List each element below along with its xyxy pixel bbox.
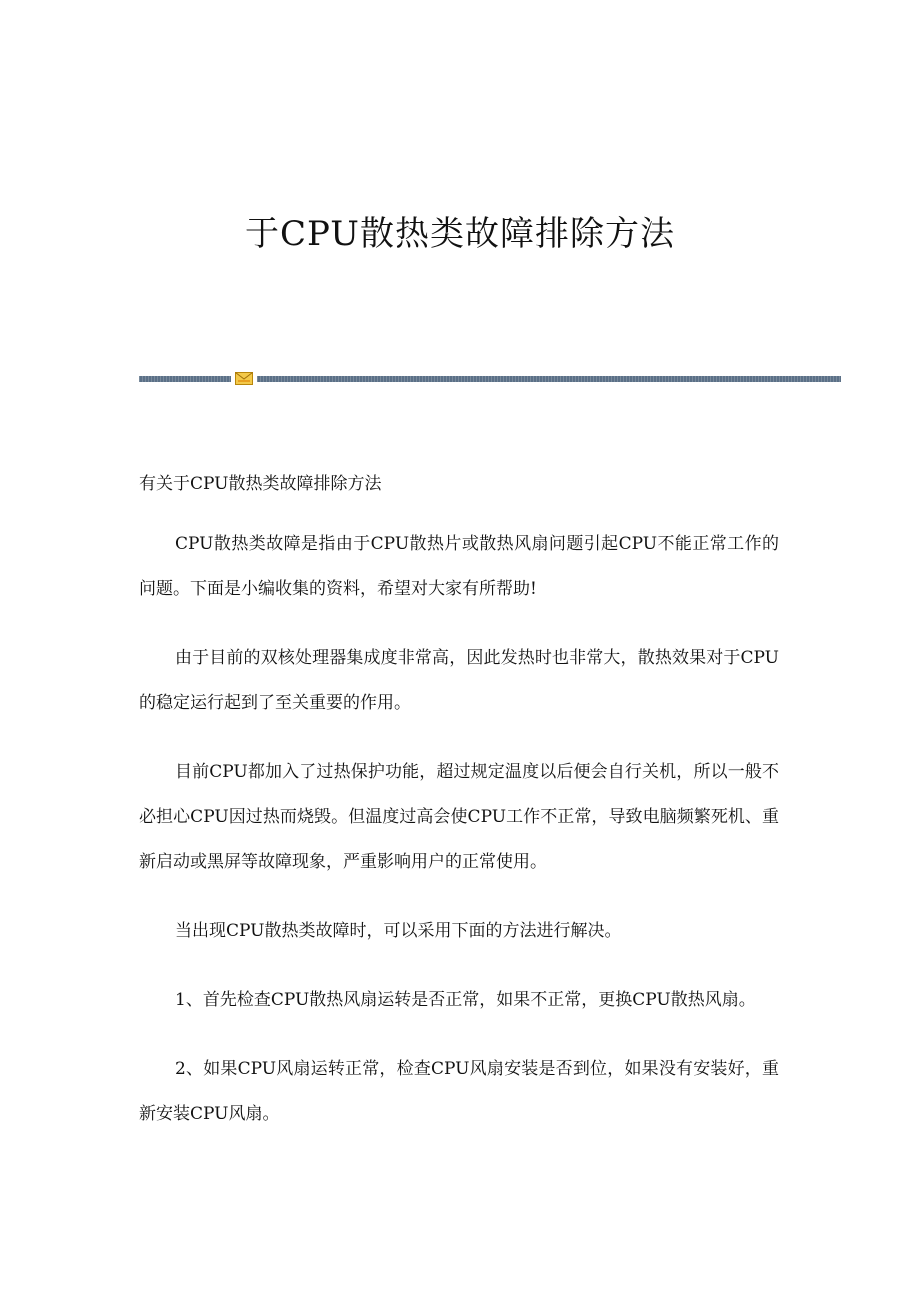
document-body: [139, 470, 779, 1161]
divider-bar-left: [139, 376, 231, 382]
paragraph: 由于目前的双核处理器集成度非常高，因此发热时也非常大，散热效果对于CPU的稳定运行起到了至关重要的作用。: [139, 648, 779, 713]
title-divider: [139, 375, 841, 383]
paragraph: 目前CPU都加入了过热保护功能，超过规定温度以后便会自行关机，所以一般不必担心CPU因过热而烧毁。但温度过高会使CPU工作不正常，导致电脑频繁死机、重新启动或黑屏等故障现象，严重影响用户的正常使用。: [139, 762, 779, 872]
paragraph: 当出现CPU散热类故障时，可以采用下面的方法进行解决。: [175, 921, 622, 941]
document-subtitle: 有关于CPU散热类故障排除方法: [139, 474, 382, 494]
envelope-icon: [235, 372, 253, 385]
paragraph: CPU散热类故障是指由于CPU散热片或散热风扇问题引起CPU不能正常工作的问题。下面是小编收集的资料，希望对大家有所帮助!: [139, 534, 779, 599]
paragraph: 2、如果CPU风扇运转正常，检查CPU风扇安装是否到位，如果没有安装好，重新安装CPU风扇。: [139, 1059, 779, 1124]
divider-bar-right: [257, 376, 841, 382]
page-title: 于CPU散热类故障排除方法: [245, 214, 675, 254]
paragraph: 1、首先检查CPU散热风扇运转是否正常，如果不正常，更换CPU散热风扇。: [175, 990, 756, 1010]
